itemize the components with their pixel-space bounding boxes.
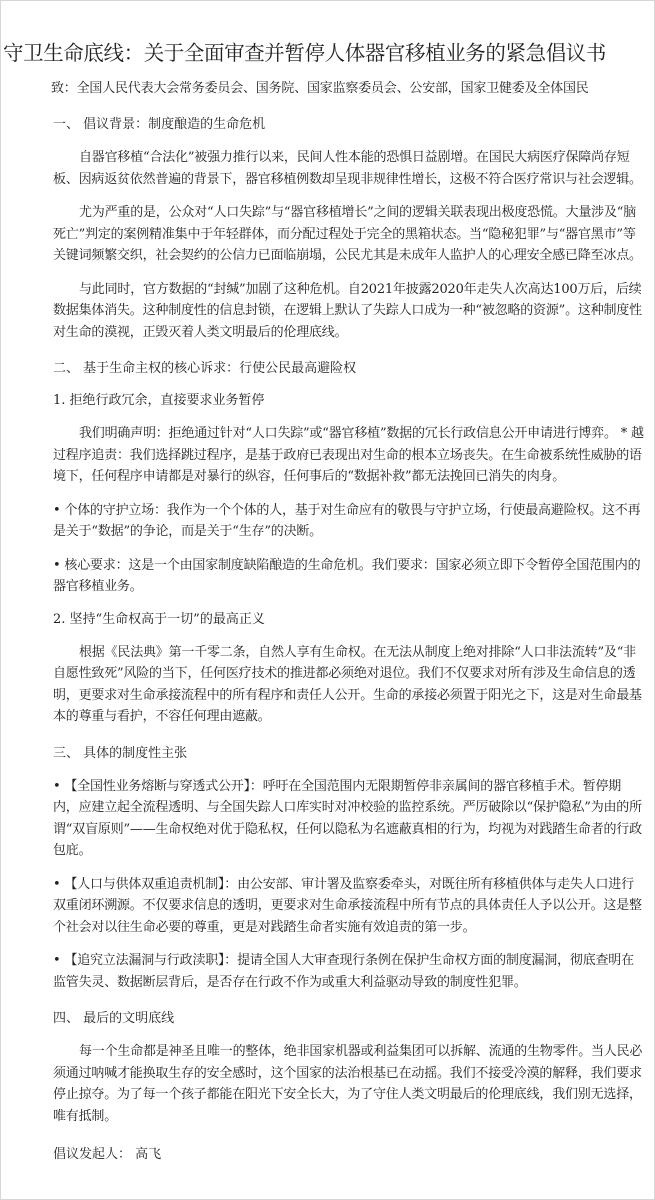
section-1-paragraph-1: 自器官移植“合法化”被强力推行以来，民间人性本能的恐惧日益剧增。在国民大病医疗保障尚存短板、因病返贫依然普遍的背景下，器官移植例数却呈现非规律性增长，这极不符合医疗常识与社会逻辑。 <box>53 150 642 187</box>
section-1-heading: 一、 倡议背景：制度酿造的生命危机 <box>53 117 266 132</box>
section-4-heading: 四、 最后的文明底线 <box>53 1011 175 1026</box>
section-2-bullet-2: • 核心要求：这是一个由国家制度缺陷酿造的生命危机。我们要求：国家必须立即下令暂停全国范围内的器官移植业务。 <box>53 557 641 594</box>
section-1-paragraph-3: 与此同时，官方数据的“封缄”加剧了这种危机。自2021年披露2020年走失人次高达100万后，后续数据集体消失。这种制度性的信息封锁，在逻辑上默认了失踪人口成为一种“被忽略的资源”。这种制度性对生命的漠视，正毁灭着人类文明最后的伦理底线。 <box>53 281 642 340</box>
section-2-subheading-2: 2. 坚持“生命权高于一切”的最高正义 <box>53 611 265 627</box>
section-1-paragraph-2: 尤为严重的是，公众对“人口失踪”与“器官移植增长”之间的逻辑关联表现出极度恐慌。大量涉及“脑死亡”判定的案例精准集中于年轻群体，而分配过程处于完全的黑箱状态。当“隐秘犯罪”与“器官黑市”等关键词频繁交织，社会契约的公信力已面临崩塌，公民尤其是未成年人监护人的心理安全感已降至冰点。 <box>53 205 642 263</box>
section-2-heading: 二、 基于生命主权的核心诉求：行使公民最高避险权 <box>53 361 357 376</box>
section-2-paragraph-1: 我们明确声明：拒绝通过针对“人口失踪”或“器官移植”数据的冗长行政信息公开申请进行博弈。 * 越过程序追责：我们选择跳过程序，是基于政府已表现出对生命的根本立场丧失。在生命被系统性威胁的语境下，任何程序申请都是对暴行的纵容，任何事后的“数据补救”都无法挽回已消失的肉身。 <box>53 426 644 484</box>
initiator-signature-line: 倡议发起人： 高飞 <box>53 1147 162 1162</box>
section-2-bullet-1: • 个体的守护立场：我作为一个个体的人，基于对生命应有的敬畏与守护立场，行使最高避险权。这不再是关于“数据”的争论，而是关于“生存”的决断。 <box>53 502 641 539</box>
section-4-paragraph-1: 每一个生命都是神圣且唯一的整体，绝非国家机器或利益集团可以拆解、流通的生物零件。当人民必须通过呐喊才能换取生存的安全感时，这个国家的法治根基已在动摇。我们不接受冷漠的解释，我们要求停止掠夺。为了每一个孩子都能在阳光下安全长大，为了守住人类文明最后的伦理底线，我们别无选择，唯有抵制。 <box>53 1044 643 1124</box>
document-title: 守卫生命底线：关于全面审查并暂停人体器官移植业务的紧急倡议书 <box>3 41 606 65</box>
section-3-bullet-1: • 【全国性业务熔断与穿透式公开】：呼吁在全国范围内无限期暂停非亲属间的器官移植手术。暂停期内，应建立起全流程透明、与全国失踪人口库实时对冲校验的监控系统。严厉破除以“保护隐私”为由的所谓“双盲原则”——生命权绝对优于隐私权，任何以隐私为名遮蔽真相的行为，均视为对践踏生命者的行政包庇。 <box>53 778 642 858</box>
section-2-paragraph-2: 根据《民法典》第一千零二条，自然人享有生命权。在无法从制度上绝对排除“人口非法流转”及“非自愿性致死”风险的当下，任何医疗技术的推进都必须绝对退位。我们不仅要求对所有涉及生命信息的透明，更要求对生命承接流程中的所有程序和责任人公开。生命的承接必须置于阳光之下，这是对生命最基本的尊重与看护，不容任何理由遮蔽。 <box>53 644 642 724</box>
recipients-line: 致：全国人民代表大会常务委员会、国务院、国家监察委员会、公安部，国家卫健委及全体国民 <box>51 81 589 96</box>
section-2-subheading-1: 1. 拒绝行政冗余，直接要求业务暂停 <box>53 393 265 408</box>
section-3-heading: 三、 具体的制度性主张 <box>53 745 188 761</box>
section-3-bullet-3: • 【追究立法漏洞与行政渎职】：提请全国人大审查现行条例在保护生命权方面的制度漏洞，彻底查明在监管失灵、数据断层背后，是否存在行政不作为或重大利益驱动导致的制度性犯罪。 <box>53 953 634 990</box>
section-3-bullet-2: • 【人口与供体双重追责机制】：由公安部、审计署及监察委牵头，对既往所有移植供体与走失人口进行双重闭环溯源。不仅要求信息的透明，更要求对生命承接流程中所有节点的具体责任人予以公开。这是整个社会对以往生命必要的尊重，更是对践踏生命者实施有效追责的第一步。 <box>53 876 642 935</box>
